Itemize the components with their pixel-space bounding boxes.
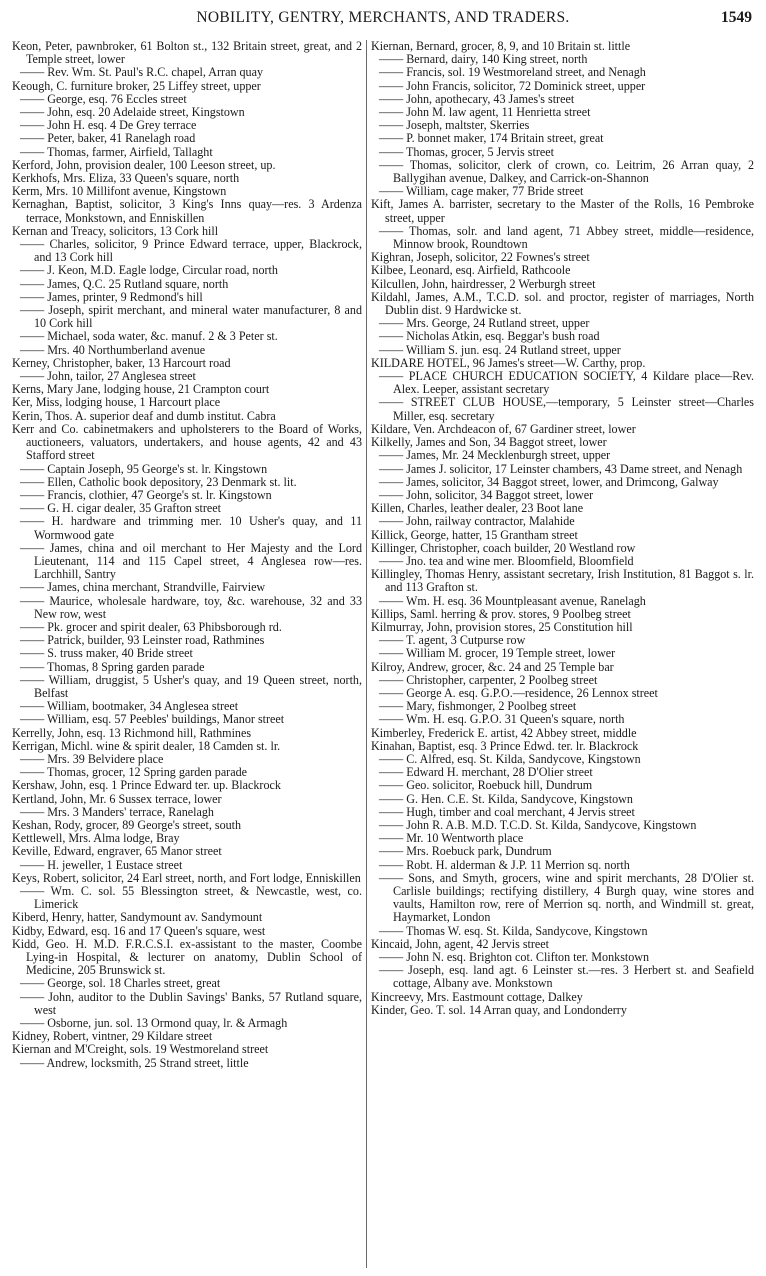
- directory-entry: —— Thomas, solicitor, clerk of crown, co. Leitrim, 26 Arran quay, 2 Ballygihan avenue, Dalkey, and Carrick-on-Shannon: [379, 157, 754, 186]
- directory-entry: —— William, cage maker, 77 Bride street: [379, 184, 584, 199]
- directory-entry: —— Thomas, grocer, 5 Jervis street: [379, 144, 554, 159]
- directory-entry: Kildare, Ven. Archdeacon of, 67 Gardiner street, lower: [371, 421, 636, 436]
- directory-entry: Kerm, Mrs. 10 Millifont avenue, Kingstown: [12, 184, 227, 199]
- directory-entry: —— John, auditor to the Dublin Savings' Banks, 57 Rutland square, west: [20, 989, 362, 1017]
- directory-entry: Kilbee, Leonard, esq. Airfield, Rathcoole: [371, 263, 571, 278]
- directory-entry: Kincaid, John, agent, 42 Jervis street: [371, 936, 550, 951]
- directory-entry: —— James, Q.C. 25 Rutland square, north: [20, 276, 229, 291]
- right-column: [371, 40, 754, 1017]
- directory-entry: —— Mrs. 40 Northumberland avenue: [20, 342, 206, 357]
- directory-entry: Keough, C. furniture broker, 25 Liffey street, upper: [12, 78, 261, 93]
- directory-entry: —— Joseph, esq. land agt. 6 Leinster st.—res. 3 Herbert st. and Seafield cottage, Albany ave. Monkstown: [379, 963, 754, 991]
- directory-entry: —— William, esq. 57 Peebles' buildings, Manor street: [20, 712, 285, 727]
- directory-entry: —— James, Mr. 24 Mecklenburgh street, upper: [379, 448, 611, 463]
- directory-entry: —— James, china merchant, Strandville, Fairview: [20, 580, 266, 595]
- directory-entry: —— George, esq. 76 Eccles street: [20, 91, 187, 106]
- directory-entry: Kilmurray, John, provision stores, 25 Constitution hill: [371, 619, 633, 634]
- directory-entry: —— J. Keon, M.D. Eagle lodge, Circular road, north: [20, 263, 278, 278]
- directory-entry: Kerkhofs, Mrs. Eliza, 33 Queen's square, north: [12, 171, 240, 186]
- directory-entry: —— Thomas, solr. and land agent, 71 Abbey street, middle—residence, Minnow brook, Roundtown: [379, 223, 754, 252]
- directory-entry: —— H. hardware and trimming mer. 10 Usher's quay, and 11 Wormwood gate: [20, 514, 362, 542]
- directory-entry: Kiernan and M'Creight, sols. 19 Westmoreland street: [12, 1042, 269, 1057]
- directory-entry: Kinahan, Baptist, esq. 3 Prince Edwd. ter. lr. Blackrock: [371, 738, 639, 753]
- directory-entry: Kildahl, James, A.M., T.C.D. sol. and proctor, register of marriages, North Dublin dist. 9 Hardwicke st.: [371, 289, 754, 318]
- directory-entry: —— James, china and oil merchant to Her Majesty and the Lord Lieutenant, 114 and 115 Capel street, 4 Anglesea row—res. Larchhill, Santry: [20, 540, 362, 582]
- directory-entry: Kettlewell, Mrs. Alma lodge, Bray: [12, 831, 180, 846]
- directory-entry: —— Francis, sol. 19 Westmoreland street, and Nenagh: [379, 65, 646, 80]
- directory-entry: Kernaghan, Baptist, solicitor, 3 King's Inns quay—res. 3 Ardenza terrace, Monkstown, and Enniskillen: [12, 197, 362, 225]
- directory-entry: Killingley, Thomas Henry, assistant secretary, Irish Institution, 81 Baggot s. lr. and 113 Grafton st.: [371, 567, 754, 595]
- directory-entry: —— Peter, baker, 41 Ranelagh road: [20, 131, 196, 146]
- directory-entry: —— P. bonnet maker, 174 Britain street, great: [379, 131, 604, 146]
- directory-entry: —— C. Alfred, esq. St. Kilda, Sandycove, Kingstown: [379, 751, 641, 766]
- directory-entry: Keshan, Rody, grocer, 89 George's street, south: [12, 817, 242, 832]
- directory-entry: —— Joseph, maltster, Skerries: [379, 118, 530, 133]
- directory-entry: —— Nicholas Atkin, esq. Beggar's bush road: [379, 329, 600, 344]
- directory-entry: —— Rev. Wm. St. Paul's R.C. chapel, Arran quay: [20, 65, 264, 80]
- directory-entry: —— William M. grocer, 19 Temple street, lower: [379, 646, 616, 661]
- directory-entry: —— James, solicitor, 34 Baggot street, lower, and Drimcong, Galway: [379, 474, 719, 489]
- directory-entry: —— Ellen, Catholic book depository, 23 Denmark st. lit.: [20, 474, 297, 489]
- directory-entry: Killen, Charles, leather dealer, 23 Boot lane: [371, 501, 584, 516]
- directory-entry: —— Francis, clothier, 47 George's st. lr. Kingstown: [20, 487, 272, 502]
- directory-entry: Kerford, John, provision dealer, 100 Leeson street, up.: [12, 157, 276, 172]
- column-divider: [366, 40, 367, 1268]
- directory-entry: —— Mrs. Roebuck park, Dundrum: [379, 844, 552, 859]
- directory-entry: —— John, solicitor, 34 Baggot street, lower: [379, 487, 594, 502]
- directory-entry: —— S. truss maker, 40 Bride street: [20, 646, 193, 661]
- directory-entry: —— James J. solicitor, 17 Leinster chambers, 43 Dame street, and Nenagh: [379, 461, 743, 476]
- directory-entry: Kertland, John, Mr. 6 Sussex terrace, lower: [12, 791, 222, 806]
- directory-entry: Ker, Miss, lodging house, 1 Harcourt place: [12, 395, 221, 410]
- directory-entry: —— G. H. cigar dealer, 35 Grafton street: [20, 501, 222, 516]
- directory-entry: —— George, sol. 18 Charles street, great: [20, 976, 221, 991]
- directory-entry: Keville, Edward, engraver, 65 Manor street: [12, 844, 222, 859]
- directory-entry: —— H. jeweller, 1 Eustace street: [20, 857, 183, 872]
- directory-entry: —— William, bootmaker, 34 Anglesea street: [20, 699, 239, 714]
- directory-entry: —— Wm. C. sol. 55 Blessington street, & Newcastle, west, co. Limerick: [20, 884, 362, 912]
- directory-entry: —— Captain Joseph, 95 George's st. lr. Kingstown: [20, 461, 268, 476]
- directory-entry: —— PLACE CHURCH EDUCATION SOCIETY, 4 Kildare place—Rev. Alex. Leeper, assistant secretary: [379, 369, 754, 397]
- directory-entry: Kerrelly, John, esq. 13 Richmond hill, Rathmines: [12, 725, 252, 740]
- directory-entry: —— Patrick, builder, 93 Leinster road, Rathmines: [20, 633, 265, 648]
- directory-entry: —— James, printer, 9 Redmond's hill: [20, 289, 203, 304]
- directory-entry: Killinger, Christopher, coach builder, 20 Westland row: [371, 540, 636, 555]
- directory-entry: —— George A. esq. G.P.O.—residence, 26 Lennox street: [379, 685, 658, 700]
- page-header: [0, 9, 766, 31]
- directory-entry: —— John R. A.B. M.D. T.C.D. St. Kilda, Sandycove, Kingstown: [379, 817, 697, 832]
- directory-entry: —— Charles, solicitor, 9 Prince Edward terrace, upper, Blackrock, and 13 Cork hill: [20, 237, 362, 265]
- directory-entry: Kilcullen, John, hairdresser, 2 Werburgh street: [371, 276, 596, 291]
- directory-entry: Kiberd, Henry, hatter, Sandymount av. Sandymount: [12, 910, 263, 925]
- directory-entry: —— T. agent, 3 Cutpurse row: [379, 633, 526, 648]
- page-number: 1549: [721, 9, 752, 26]
- directory-entry: Kilroy, Andrew, grocer, &c. 24 and 25 Temple bar: [371, 659, 614, 674]
- directory-entry: Killick, George, hatter, 15 Grantham street: [371, 527, 578, 542]
- directory-entry: —— Geo. solicitor, Roebuck hill, Dundrum: [379, 778, 593, 793]
- directory-entry: —— John, railway contractor, Malahide: [379, 514, 575, 529]
- directory-entry: —— Mrs. George, 24 Rutland street, upper: [379, 316, 590, 331]
- directory-entry: Kidd, Geo. H. M.D. F.R.C.S.I. ex-assistant to the master, Coombe Lying-in Hospital, & lecturer on anatomy, Dublin School of Medicine, 205 Brunswick st.: [12, 936, 362, 978]
- directory-entry: —— Edward H. merchant, 28 D'Olier street: [379, 765, 593, 780]
- directory-entry: —— Joseph, spirit merchant, and mineral water manufacturer, 8 and 10 Cork hill: [20, 303, 362, 331]
- directory-entry: —— William S. jun. esq. 24 Rutland street, upper: [379, 342, 621, 357]
- directory-entry: Kidney, Robert, vintner, 29 Kildare street: [12, 1029, 213, 1044]
- directory-entry: Kiernan, Bernard, grocer, 8, 9, and 10 Britain st. little: [371, 39, 631, 53]
- directory-entry: Kerin, Thos. A. superior deaf and dumb institut. Cabra: [12, 408, 276, 423]
- directory-entry: Kidby, Edward, esq. 16 and 17 Queen's square, west: [12, 923, 266, 938]
- directory-entry: —— Hugh, timber and coal merchant, 4 Jervis street: [379, 804, 635, 819]
- directory-entry: Kerr and Co. cabinetmakers and upholsterers to the Board of Works, auctioneers, valuators, undertakers, and house agents, 42 and 43 Stafford street: [12, 421, 362, 463]
- directory-entry: —— Sons, and Smyth, grocers, wine and spirit merchants, 28 D'Olier st. Carlisle buildings; rectifying distillery, 4 Burgh quay, wine stores and vaults, Hamilton row, rere of Merrion sq. north, and Windmill st. great, Haymarket, London: [379, 870, 754, 925]
- directory-entry: —— John H. esq. 4 De Grey terrace: [20, 118, 197, 133]
- directory-entry: —— Bernard, dairy, 140 King street, north: [379, 52, 588, 67]
- directory-entry: —— Mary, fishmonger, 2 Poolbeg street: [379, 699, 577, 714]
- directory-entry: —— Osborne, jun. sol. 13 Ormond quay, lr. & Armagh: [20, 1016, 288, 1031]
- directory-entry: —— STREET CLUB HOUSE,—temporary, 5 Leinster street—Charles Miller, esq. secretary: [379, 395, 754, 423]
- directory-entry: Kinder, Geo. T. sol. 14 Arran quay, and Londonderry: [371, 1002, 627, 1017]
- directory-entry: —— John Francis, solicitor, 72 Dominick street, upper: [379, 78, 646, 93]
- directory-entry: Kerrigan, Michl. wine & spirit dealer, 18 Camden st. lr.: [12, 738, 281, 753]
- directory-entry: —— John M. law agent, 11 Henrietta street: [379, 105, 591, 120]
- directory-entry: —— Thomas, 8 Spring garden parade: [20, 659, 205, 674]
- directory-entry: —— Thomas, farmer, Airfield, Tallaght: [20, 144, 213, 159]
- directory-entry: —— John, apothecary, 43 James's street: [379, 91, 575, 106]
- directory-entry: Kilkelly, James and Son, 34 Baggot street, lower: [371, 435, 607, 450]
- directory-entry: —— Thomas W. esq. St. Kilda, Sandycove, Kingstown: [379, 923, 648, 938]
- directory-entry: —— Mr. 10 Wentworth place: [379, 831, 524, 846]
- directory-entry: Kift, James A. barrister, secretary to the Master of the Rolls, 16 Pembroke street, upper: [371, 197, 754, 225]
- directory-entry: —— Jno. tea and wine mer. Bloomfield, Bloomfield: [379, 553, 634, 568]
- directory-entry: Keys, Robert, solicitor, 24 Earl street, north, and Fort lodge, Enniskillen: [12, 870, 361, 885]
- directory-entry: —— John, esq. 20 Adelaide street, Kingstown: [20, 105, 245, 120]
- directory-entry: —— John, tailor, 27 Anglesea street: [20, 369, 196, 384]
- directory-entry: —— Mrs. 3 Manders' terrace, Ranelagh: [20, 804, 214, 819]
- directory-entry: Kincreevy, Mrs. Eastmount cottage, Dalkey: [371, 989, 583, 1004]
- directory-entry: Keon, Peter, pawnbroker, 61 Bolton st., 132 Britain street, great, and 2 Temple street, lower: [12, 39, 362, 67]
- page-title: NOBILITY, GENTRY, MERCHANTS, AND TRADERS.: [196, 9, 570, 26]
- directory-entry: —— Wm. H. esq. G.P.O. 31 Queen's square, north: [379, 712, 625, 727]
- directory-entry: —— John N. esq. Brighton cot. Clifton ter. Monkstown: [379, 950, 650, 965]
- directory-entry: Kernan and Treacy, solicitors, 13 Cork hill: [12, 223, 219, 238]
- directory-entry: —— Maurice, wholesale hardware, toy, &c. warehouse, 32 and 33 New row, west: [20, 593, 362, 621]
- directory-entry: Killips, Saml. herring & prov. stores, 9 Poolbeg street: [371, 606, 631, 621]
- directory-entry: —— Michael, soda water, &c. manuf. 2 & 3 Peter st.: [20, 329, 278, 344]
- directory-entry: —— G. Hen. C.E. St. Kilda, Sandycove, Kingstown: [379, 791, 633, 806]
- directory-entry: —— Wm. H. esq. 36 Mountpleasant avenue, Ranelagh: [379, 593, 646, 608]
- directory-entry: —— Pk. grocer and spirit dealer, 63 Phibsborough rd.: [20, 619, 282, 634]
- directory-entry: —— William, druggist, 5 Usher's quay, and 19 Queen street, north, Belfast: [20, 672, 362, 700]
- directory-entry: KILDARE HOTEL, 96 James's street—W. Carthy, prop.: [371, 355, 646, 370]
- directory-entry: Kershaw, John, esq. 1 Prince Edward ter. up. Blackrock: [12, 778, 281, 793]
- left-column: [12, 40, 362, 1070]
- directory-entry: Kimberley, Frederick E. artist, 42 Abbey street, middle: [371, 725, 637, 740]
- directory-entry: —— Andrew, locksmith, 25 Strand street, little: [20, 1055, 249, 1070]
- directory-entry: —— Christopher, carpenter, 2 Poolbeg street: [379, 672, 598, 687]
- directory-entry: Kighran, Joseph, solicitor, 22 Fownes's street: [371, 250, 590, 265]
- directory-entry: —— Mrs. 39 Belvidere place: [20, 751, 164, 766]
- directory-entry: —— Robt. H. alderman & J.P. 11 Merrion sq. north: [379, 857, 630, 872]
- directory-entry: Kerns, Mary Jane, lodging house, 21 Crampton court: [12, 382, 270, 397]
- directory-entry: —— Thomas, grocer, 12 Spring garden parade: [20, 765, 247, 780]
- directory-entry: Kerney, Christopher, baker, 13 Harcourt road: [12, 355, 231, 370]
